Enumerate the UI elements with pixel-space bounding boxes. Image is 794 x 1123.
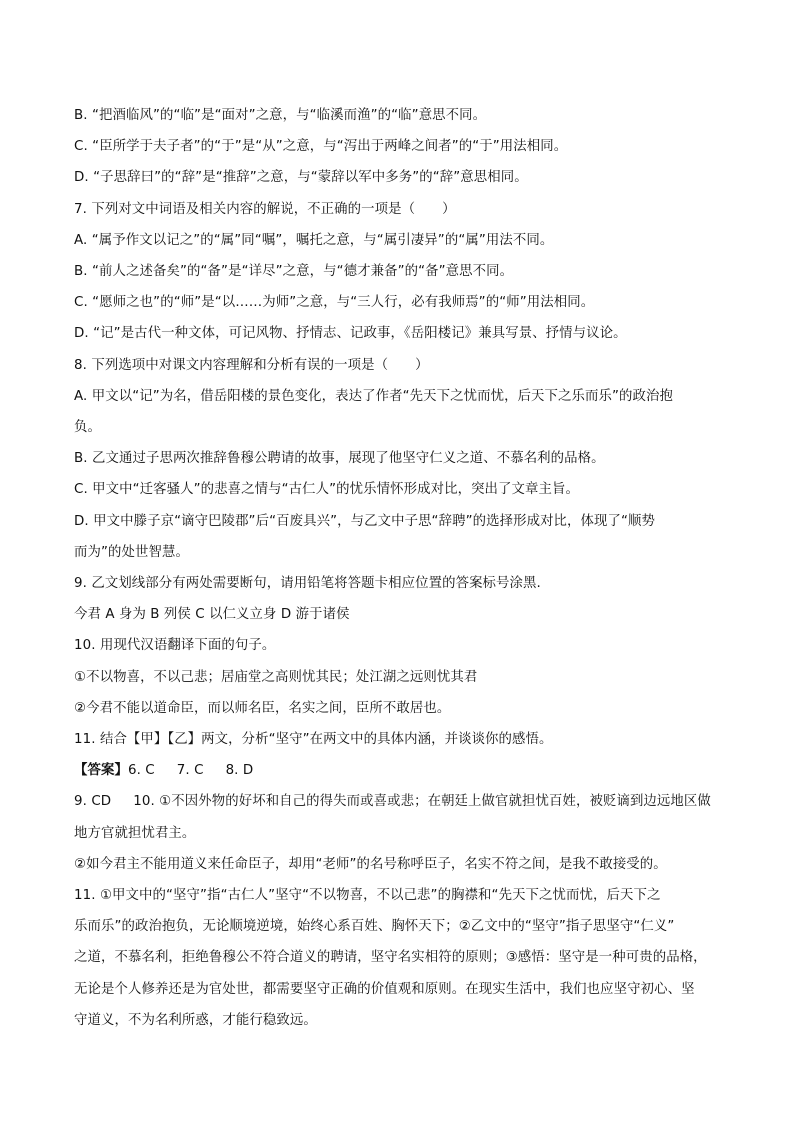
question-11: 11. 结合【甲】【乙】两文，分析“坚守”在两文中的具体内涵，并谈谈你的感悟。 <box>74 732 553 748</box>
option-8a-line1: A. 甲文以“记”为名，借岳阳楼的景色变化，表达了作者“先天下之忧而忧，后天下之乐而乐”的政治抱 <box>74 388 673 404</box>
option-8d-line2: 而为”的处世智慧。 <box>74 544 189 560</box>
option-6b: B. “把酒临风”的“临”是“面对”之意，与“临溪而渔”的“临”意思不同。 <box>74 108 487 123</box>
question-10-sentence-1: ①不以物喜，不以己悲；居庙堂之高则忧其民；处江湖之远则忧其君 <box>74 669 478 685</box>
answer-9-10-row <box>74 786 726 817</box>
question-10-sentence-2: ②今君不能以道命臣，而以师名臣，名实之间，臣所不敢居也。 <box>74 700 451 716</box>
option-6d: D. “子思辞曰”的“辞”是“推辞”之意，与“蒙辞以军中多务”的“辞”意思相同。 <box>74 170 528 186</box>
answer-label: 【答案】 <box>74 763 128 779</box>
document-content <box>74 100 726 1036</box>
answer-6: 6. C <box>127 763 155 779</box>
option-8d-line1: D. 甲文中滕子京“谪守巴陵郡”后“百废具兴”，与乙文中子思“辞聘”的选择形成对比，体现了“顺势 <box>74 513 656 529</box>
option-8a-line2: 负。 <box>74 420 101 436</box>
answer-11-line2: 乐而乐”的政治抱负，无论顺境逆境，始终心系百姓、胸怀天下；②乙文中的“坚守”指子思坚守“仁义” <box>74 919 675 935</box>
option-7c: C. “愿师之也”的“师”是“以……为师”之意，与“三人行，必有我师焉”的“师”用法相同。 <box>74 295 595 311</box>
answer-11-line1: 11. ①甲文中的“坚守”指“古仁人”坚守“不以物喜，不以己悲”的胸襟和“先天下之忧而忧，后天下之 <box>74 888 661 904</box>
question-9: 9. 乙文划线部分有两处需要断句，请用铅笔将答题卡相应位置的答案标号涂黑. <box>74 576 541 592</box>
answer-11-line4: 无论是个人修养还是为官处世，都需要坚守正确的价值观和原则。在现实生活中，我们也应坚守初心、坚 <box>74 981 695 997</box>
question-8: 8. 下列选项中对课文内容理解和分析有误的一项是（ ） <box>74 357 429 373</box>
option-8c: C. 甲文中“迁客骚人”的悲喜之情与“古仁人”的忧乐情怀形成对比，突出了文章主旨。 <box>74 482 579 498</box>
answer-9: 9. CD <box>74 794 112 810</box>
answer-11-line5: 守道义，不为名利所惑，才能行稳致远。 <box>74 1012 317 1028</box>
answer-10-line2: 地方官就担忧君主。 <box>74 825 196 841</box>
option-7b: B. “前人之述备矣”的“备”是“详尽”之意，与“德才兼备”的“备”意思不同。 <box>74 264 514 280</box>
question-10: 10. 用现代汉语翻译下面的句子。 <box>74 638 276 654</box>
answer-10-line1: 10. ①不因外物的好坏和自己的得失而或喜或悲；在朝廷上做官就担忧百姓，被贬谪到边远地区做 <box>133 794 711 810</box>
option-7a: A. “属予作文以记之”的“属”同“嘱”，嘱托之意，与“属引凄异”的“属”用法不同。 <box>74 232 554 248</box>
answer-8: 8. D <box>225 763 254 779</box>
option-7d: D. “记”是古代一种文体，可记风物、抒情志、记政事，《岳阳楼记》兼具写景、抒情与议论。 <box>74 326 627 342</box>
option-8b: B. 乙文通过子思两次推辞鲁穆公聘请的故事，展现了他坚守仁义之道、不慕名利的品格。 <box>74 451 605 467</box>
answer-row <box>74 755 726 786</box>
answer-7: 7. C <box>176 763 204 779</box>
answer-11-line3: 之道，不慕名利，拒绝鲁穆公不符合道义的聘请，坚守名实相符的原则；③感悟：坚守是一种可贵的品格， <box>74 950 707 966</box>
question-7: 7. 下列对文中词语及相关内容的解说，不正确的一项是（ ） <box>74 201 456 217</box>
option-6c: C. “臣所学于夫子者”的“于”是“从”之意，与“泻出于两峰之间者”的“于”用法相同。 <box>74 139 568 155</box>
answer-10-part2: ②如今君主不能用道义来任命臣子，却用“老师”的名号称呼臣子，名实不符之间，是我不敢接受的。 <box>74 856 667 872</box>
question-9-sentence: 今君 A 身为 B 列侯 C 以仁义立身 D 游于诸侯 <box>74 607 350 623</box>
